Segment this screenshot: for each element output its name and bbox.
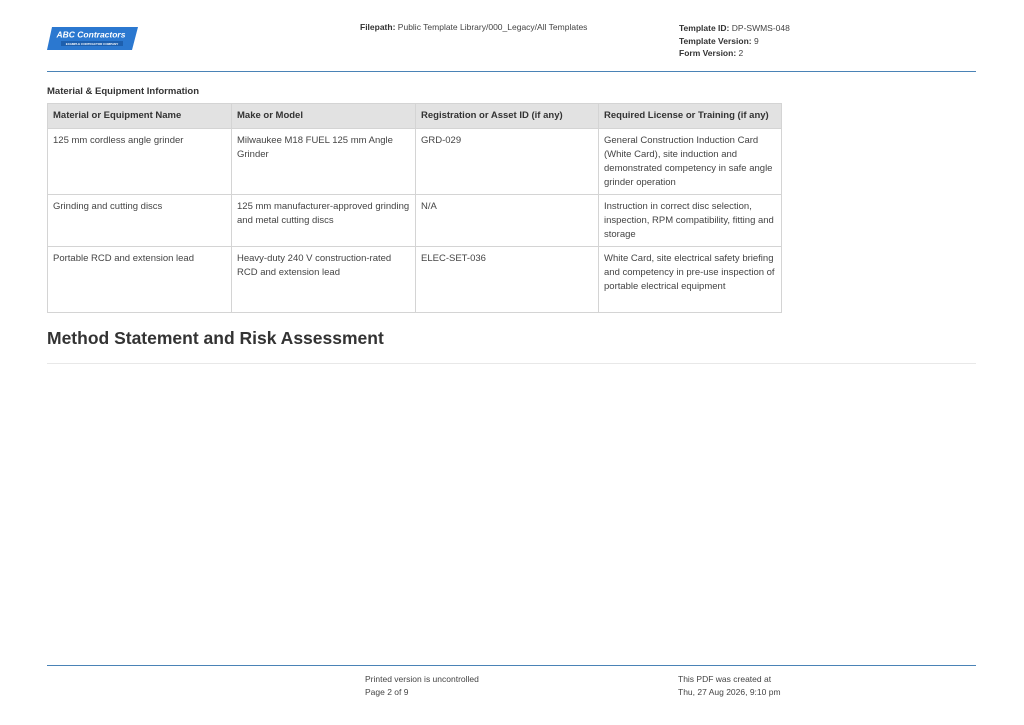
table-cell: Grinding and cutting discs — [48, 195, 232, 247]
column-header-model: Make or Model — [232, 104, 416, 129]
footer-print-info — [365, 673, 479, 698]
table-row — [48, 247, 782, 313]
page-number: Page 2 of 9 — [365, 686, 409, 697]
table-cell: GRD-029 — [416, 129, 599, 195]
heading-divider — [47, 363, 976, 364]
footer-created-info — [678, 673, 781, 698]
table-cell: 125 mm manufacturer-approved grinding and metal cutting discs — [232, 195, 416, 247]
column-header-asset-id: Registration or Asset ID (if any) — [416, 104, 599, 129]
template-info — [679, 22, 790, 60]
logo-subtext: EXAMPLE CONTRACTOR COMPANY — [65, 42, 119, 46]
form-version-line — [679, 47, 790, 60]
column-header-name: Material or Equipment Name — [48, 104, 232, 129]
table-cell: ELEC-SET-036 — [416, 247, 599, 313]
table-header-row — [48, 104, 782, 129]
table-cell: General Construction Induction Card (White Card), site induction and demonstrated competency in safe angle grinder operation — [599, 129, 782, 195]
template-id-label: Template ID: — [679, 23, 730, 33]
logo-text: ABC Contractors — [56, 29, 126, 40]
template-version-value: 9 — [753, 35, 759, 46]
template-version-label: Template Version: — [679, 35, 752, 46]
page-heading: Method Statement and Risk Assessment — [47, 328, 384, 348]
filepath — [360, 22, 587, 32]
company-logo — [47, 25, 139, 52]
table-row — [48, 195, 782, 247]
filepath-label: Filepath: — [360, 22, 396, 32]
header-divider — [47, 71, 976, 72]
created-label: This PDF was created at — [678, 674, 772, 684]
table-cell: Instruction in correct disc selection, inspection, RPM compatibility, fitting and storage — [599, 195, 782, 247]
table-cell: N/A — [416, 195, 599, 247]
form-version-value: 2 — [738, 48, 744, 58]
template-version-line — [679, 35, 790, 48]
table-cell: 125 mm cordless angle grinder — [48, 129, 232, 195]
column-header-license: Required License or Training (if any) — [599, 104, 782, 129]
equipment-table — [47, 103, 782, 313]
table-row — [48, 129, 782, 195]
table-cell: Milwaukee M18 FUEL 125 mm Angle Grinder — [232, 129, 416, 195]
table-cell: Portable RCD and extension lead — [48, 247, 232, 313]
footer-divider — [47, 665, 976, 666]
section-title: Material & Equipment Information — [47, 86, 200, 97]
table-cell: Heavy-duty 240 V construction-rated RCD and extension lead — [232, 247, 416, 313]
created-timestamp: Thu, 27 Aug 2026, 9:10 pm — [678, 686, 781, 697]
uncontrolled-notice: Printed version is uncontrolled — [365, 674, 479, 684]
template-id-value: DP-SWMS-048 — [731, 23, 790, 33]
table-cell: White Card, site electrical safety briefing and competency in pre-use inspection of portable electrical equipment — [599, 247, 782, 313]
form-version-label: Form Version: — [679, 48, 737, 58]
filepath-value: Public Template Library/000_Legacy/All Templates — [397, 22, 588, 32]
template-id-line — [679, 22, 790, 35]
